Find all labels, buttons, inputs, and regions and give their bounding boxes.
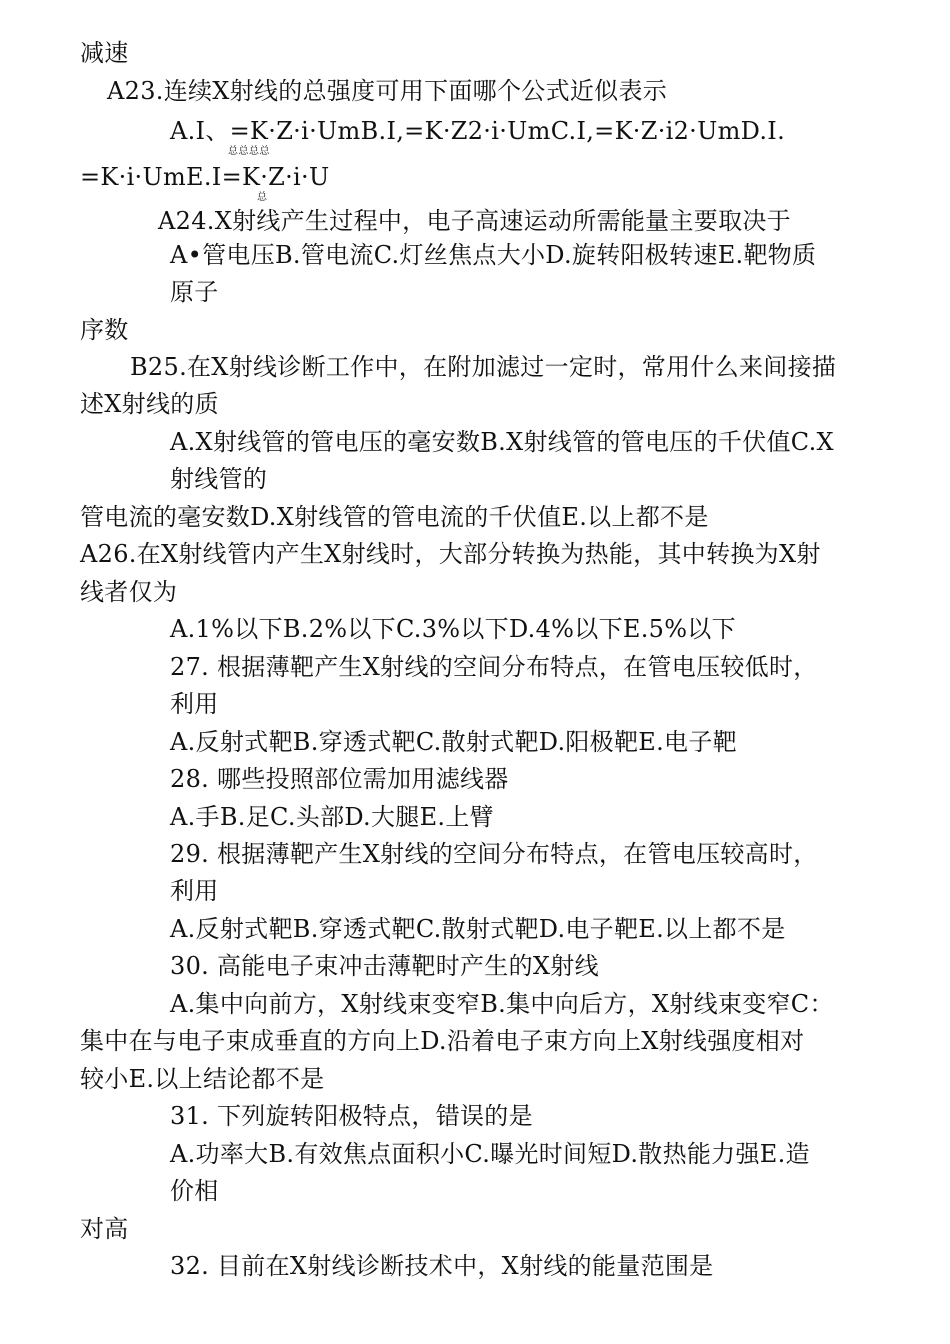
question-30: 30. 高能电子束冲击薄靶时产生的X射线 bbox=[170, 952, 599, 980]
options-b25-cont: 射线管的 bbox=[170, 465, 268, 493]
options-a24-cont: 序数 bbox=[80, 316, 129, 344]
options-29: A.反射式靶B.穿透式靶C.散射式靶D.电子靶E.以上都不是 bbox=[170, 915, 786, 943]
question-27: 27. 根据薄靶产生X射线的空间分布特点，在管电压较低时， bbox=[170, 653, 818, 681]
options-27: A.反射式靶B.穿透式靶C.散射式靶D.阳极靶E.电子靶 bbox=[170, 728, 737, 756]
options-a23-cont: =K·i·UmE.I=K·Z·i·U bbox=[80, 163, 330, 191]
question-29-cont: 利用 bbox=[170, 877, 219, 905]
question-b25: B25.在X射线诊断工作中，在附加滤过一定时，常用什么来间接描 bbox=[130, 353, 837, 381]
question-a26-cont: 线者仅为 bbox=[80, 578, 178, 606]
options-a23: A.I、=K·Z·i·UmB.I,=K·Z2·i·UmC.I,=K·Z·i2·UmD.I. bbox=[170, 117, 786, 145]
options-31-cont: 价相 bbox=[170, 1177, 219, 1205]
question-a26: A26.在X射线管内产生X射线时，大部分转换为热能，其中转换为X射 bbox=[80, 540, 821, 568]
options-a24-cont: 原子 bbox=[170, 278, 219, 306]
options-28: A.手B.足C.头部D.大腿E.上臂 bbox=[170, 803, 494, 831]
subscript-note: 总 bbox=[257, 192, 268, 203]
options-31-cont: 对高 bbox=[80, 1215, 129, 1243]
options-30: A.集中向前方，X射线束变窄B.集中向后方，X射线束变窄C： bbox=[170, 990, 834, 1018]
options-a24: A•管电压B.管电流C.灯丝焦点大小D.旋转阳极转速E.靶物质 bbox=[170, 241, 817, 269]
options-b25: A.X射线管的管电压的毫安数B.X射线管的管电压的千伏值C.X bbox=[170, 428, 834, 456]
question-32: 32. 目前在X射线诊断技术中，X射线的能量范围是 bbox=[170, 1252, 714, 1280]
question-a24: A24.X射线产生过程中，电子高速运动所需能量主要取决于 bbox=[158, 207, 791, 235]
subscript-note: 总总总总 bbox=[228, 146, 270, 157]
question-28: 28. 哪些投照部位需加用滤线器 bbox=[170, 765, 509, 793]
text-line: 减速 bbox=[80, 39, 129, 67]
question-a23: A23.连续X射线的总强度可用下面哪个公式近似表示 bbox=[107, 77, 668, 105]
options-31: A.功率大B.有效焦点面积小C.曝光时间短D.散热能力强E.造 bbox=[170, 1140, 810, 1168]
question-31: 31. 下列旋转阳极特点，错误的是 bbox=[170, 1102, 533, 1130]
question-29: 29. 根据薄靶产生X射线的空间分布特点，在管电压较高时， bbox=[170, 840, 818, 868]
options-b25-cont: 管电流的毫安数D.X射线管的管电流的千伏值E.以上都不是 bbox=[80, 503, 709, 531]
options-30-cont: 集中在与电子束成垂直的方向上D.沿着电子束方向上X射线强度相对 bbox=[80, 1027, 805, 1055]
options-30-cont: 较小E.以上结论都不是 bbox=[80, 1065, 325, 1093]
question-27-cont: 利用 bbox=[170, 690, 219, 718]
question-b25-cont: 述X射线的质 bbox=[80, 390, 219, 418]
options-a26: A.1%以下B.2%以下C.3%以下D.4%以下E.5%以下 bbox=[170, 615, 736, 643]
